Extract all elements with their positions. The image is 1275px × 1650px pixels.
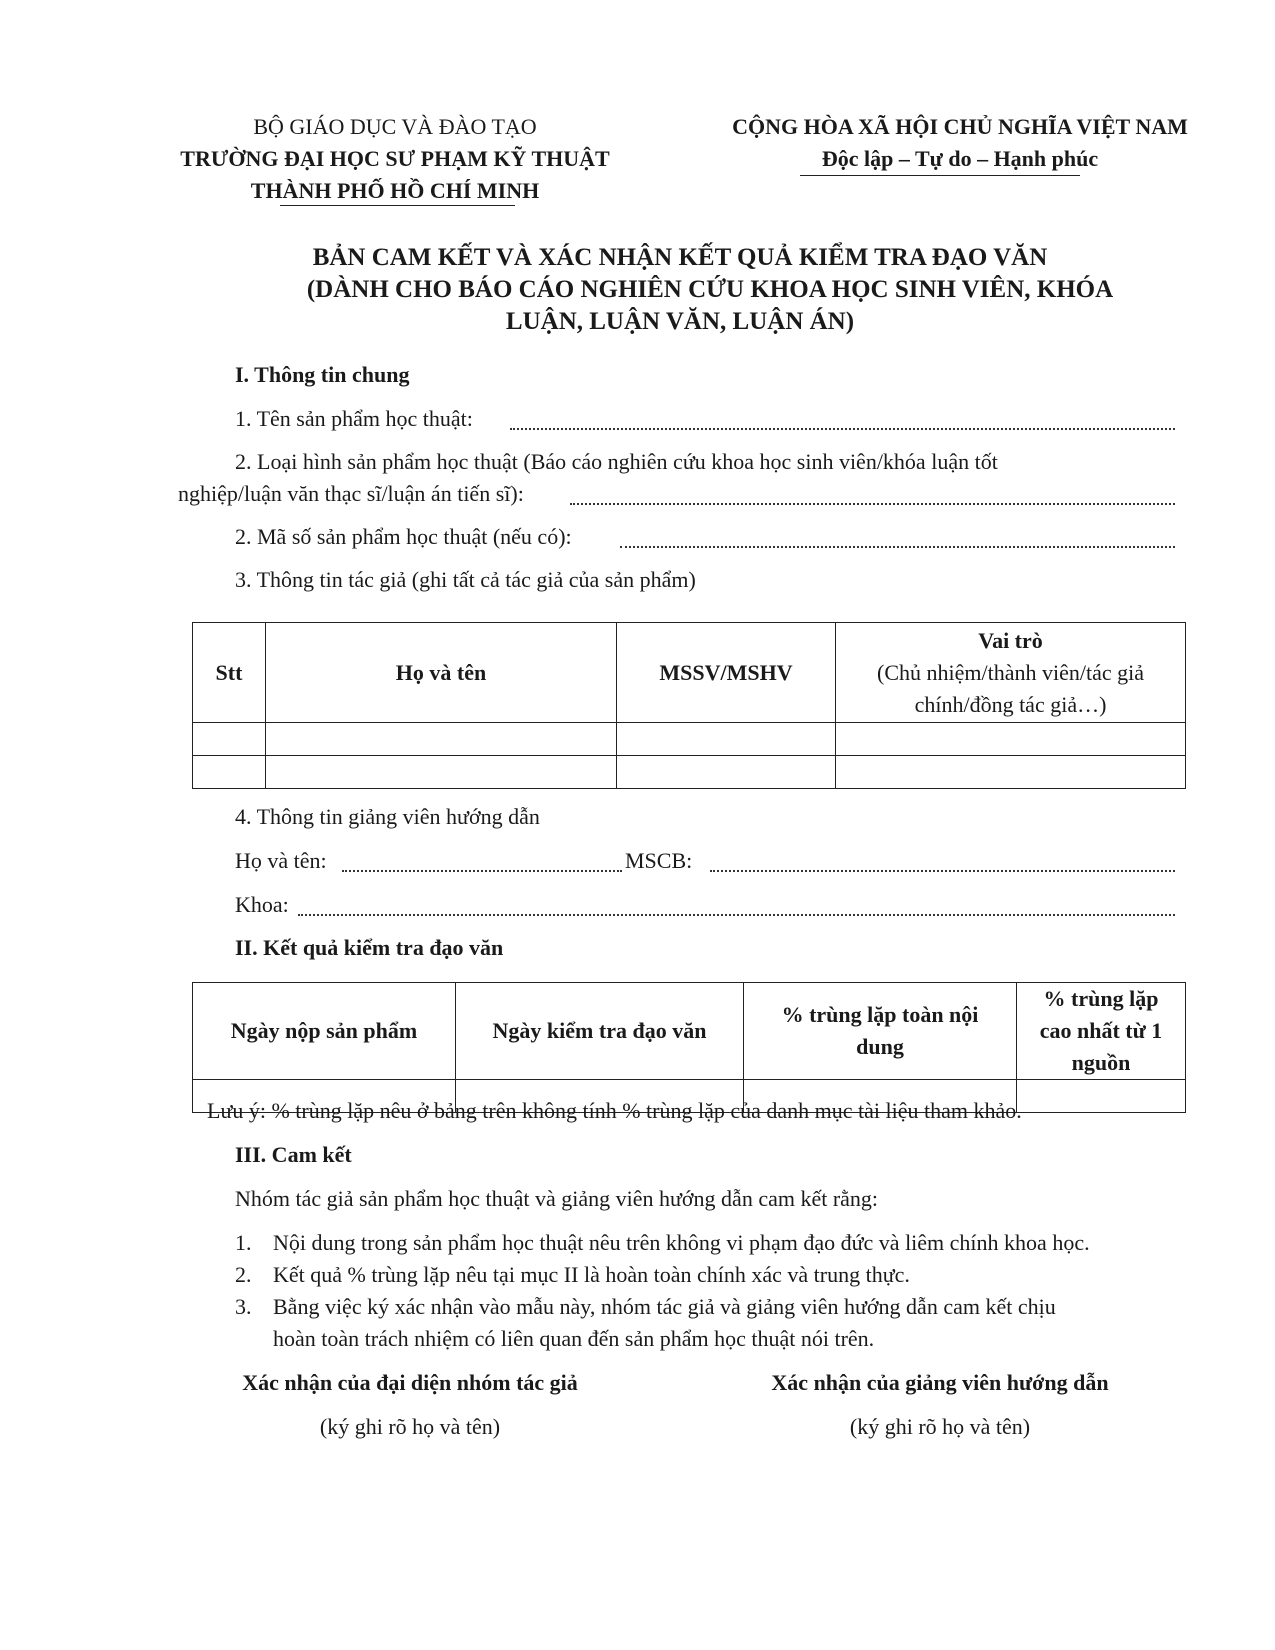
list-item: Kết quả % trùng lặp nêu tại mục II là hoàn toàn chính xác và trung thực. xyxy=(273,1262,910,1287)
product-code-field[interactable] xyxy=(620,546,1175,548)
col-submission-date: Ngày nộp sản phẩm xyxy=(193,983,456,1080)
col-max-single-source: % trùng lặp cao nhất từ 1 nguồn xyxy=(1017,983,1186,1080)
table-cell[interactable] xyxy=(266,756,617,789)
col-check-date: Ngày kiểm tra đạo văn xyxy=(456,983,744,1080)
list-item-continued: hoàn toàn trách nhiệm có liên quan đến sản phẩm học thuật nói trên. xyxy=(273,1326,875,1351)
col-role xyxy=(836,623,1186,723)
header-left-underline xyxy=(280,205,515,206)
author-signature-title: Xác nhận của đại diện nhóm tác giả xyxy=(242,1370,578,1395)
author-info-label: 3. Thông tin tác giả (ghi tất cả tác giả của sản phẩm) xyxy=(235,567,696,592)
document-title-line1: BẢN CAM KẾT VÀ XÁC NHẬN KẾT QUẢ KIỂM TRA ĐẠO VĂN xyxy=(312,244,1048,271)
ministry-name: BỘ GIÁO DỤC VÀ ĐÀO TẠO xyxy=(253,114,537,139)
table-row xyxy=(193,723,1186,756)
table-cell[interactable] xyxy=(836,756,1186,789)
republic-name: CỘNG HÒA XÃ HỘI CHỦ NGHĨA VIỆT NAM xyxy=(732,114,1188,139)
faculty-label: Khoa: xyxy=(235,892,289,917)
list-item: Nội dung trong sản phẩm học thuật nêu trên không vi phạm đạo đức và liêm chính khoa học. xyxy=(273,1230,1090,1255)
table-cell[interactable] xyxy=(617,756,836,789)
advisor-name-label: Họ và tên: xyxy=(235,848,327,873)
faculty-field[interactable] xyxy=(298,914,1175,916)
advisor-id-label: MSCB: xyxy=(625,848,693,873)
university-name: TRƯỜNG ĐẠI HỌC SƯ PHẠM KỸ THUẬT xyxy=(180,146,610,171)
section1-heading: I. Thông tin chung xyxy=(235,362,410,387)
list-item-number: 3. xyxy=(235,1294,252,1319)
list-item-number: 2. xyxy=(235,1262,252,1287)
col-role-note: (Chủ nhiệm/thành viên/tác giả chính/đồng tác giả…) xyxy=(877,659,1144,717)
section2-heading: II. Kết quả kiểm tra đạo văn xyxy=(235,935,504,960)
list-item: Bằng việc ký xác nhận vào mẫu này, nhóm tác giả và giảng viên hướng dẫn cam kết chịu xyxy=(273,1294,1056,1319)
advisor-id-field[interactable] xyxy=(710,870,1175,872)
section3-heading: III. Cam kết xyxy=(235,1142,352,1167)
national-motto: Độc lập – Tự do – Hạnh phúc xyxy=(821,146,1099,171)
advisor-signature-note: (ký ghi rõ họ và tên) xyxy=(849,1414,1031,1439)
col-total-similarity: % trùng lặp toàn nội dung xyxy=(744,983,1017,1080)
col-student-id: MSSV/MSHV xyxy=(617,623,836,723)
header-right-underline xyxy=(800,175,1080,176)
document-title-line2: (DÀNH CHO BÁO CÁO NGHIÊN CỨU KHOA HỌC SINH VIÊN, KHÓA xyxy=(306,276,1114,303)
col-role-title: Vai trò xyxy=(978,627,1043,653)
table-row xyxy=(193,756,1186,789)
university-city: THÀNH PHỐ HỒ CHÍ MINH xyxy=(250,178,540,203)
list-item-number: 1. xyxy=(235,1230,252,1255)
plagiarism-note: Lưu ý: % trùng lặp nêu ở bảng trên không tính % trùng lặp của danh mục tài liệu tham khảo. xyxy=(207,1098,1022,1123)
commitment-intro: Nhóm tác giả sản phẩm học thuật và giảng viên hướng dẫn cam kết rằng: xyxy=(235,1186,879,1211)
product-type-field[interactable] xyxy=(570,503,1175,505)
col-stt: Stt xyxy=(193,623,266,723)
product-name-label: 1. Tên sản phẩm học thuật: xyxy=(235,406,473,431)
product-name-field[interactable] xyxy=(510,428,1175,430)
table-cell[interactable] xyxy=(266,723,617,756)
plagiarism-results-table xyxy=(192,982,1186,1113)
authors-table xyxy=(192,622,1186,789)
author-signature-note: (ký ghi rõ họ và tên) xyxy=(319,1414,501,1439)
product-type-label-line2: nghiệp/luận văn thạc sĩ/luận án tiến sĩ): xyxy=(178,481,524,506)
product-type-label-line1: 2. Loại hình sản phẩm học thuật (Báo cáo nghiên cứu khoa học sinh viên/khóa luận tốt xyxy=(235,449,998,474)
advisor-signature-title: Xác nhận của giảng viên hướng dẫn xyxy=(771,1370,1109,1395)
table-cell[interactable] xyxy=(617,723,836,756)
table-cell[interactable] xyxy=(836,723,1186,756)
table-cell[interactable] xyxy=(1017,1080,1186,1113)
table-cell[interactable] xyxy=(193,723,266,756)
table-cell[interactable] xyxy=(193,756,266,789)
col-full-name: Họ và tên xyxy=(266,623,617,723)
advisor-info-label: 4. Thông tin giảng viên hướng dẫn xyxy=(235,804,540,829)
advisor-name-field[interactable] xyxy=(342,870,622,872)
product-code-label: 2. Mã số sản phẩm học thuật (nếu có): xyxy=(235,524,572,549)
document-title-line3: LUẬN, LUẬN VĂN, LUẬN ÁN) xyxy=(505,308,855,335)
